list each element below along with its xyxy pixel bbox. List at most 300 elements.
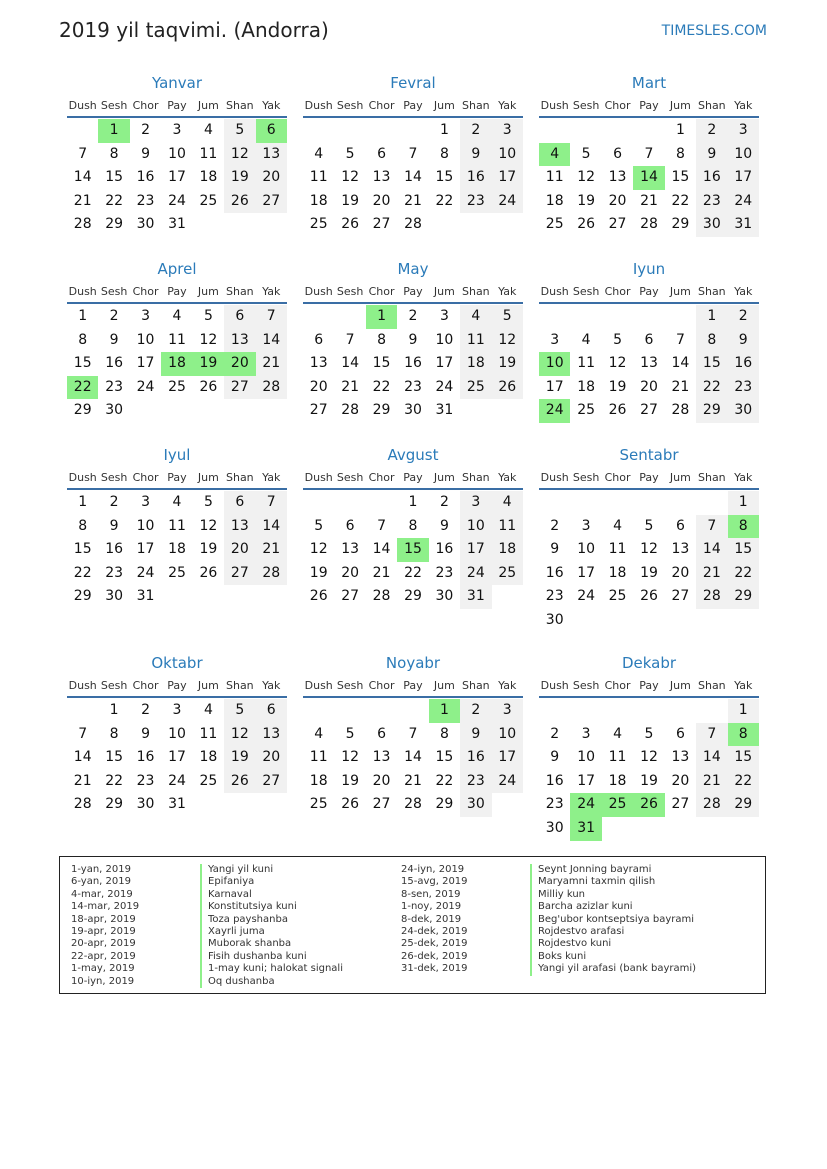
weekday-label: Dush xyxy=(540,98,569,112)
day-cell: 28 xyxy=(404,216,422,233)
day-cell: 1 xyxy=(109,702,119,718)
holiday-day-cell: 1 xyxy=(429,699,460,723)
day-cell: 30 xyxy=(460,793,491,817)
holiday-day-cell: 6 xyxy=(256,119,287,143)
weekday-label: Shan xyxy=(461,98,490,112)
day-grid xyxy=(67,119,287,237)
day-cell: 2 xyxy=(550,517,560,534)
holiday-day-cell: 1 xyxy=(98,119,129,143)
weekday-label: Yak xyxy=(498,98,517,112)
day-cell: 25 xyxy=(168,564,186,581)
weekday-label: Pay xyxy=(403,284,423,298)
day-cell: 27 xyxy=(372,216,391,233)
day-cell: 20 xyxy=(309,378,328,395)
day-cell: 19 xyxy=(341,772,360,789)
day-cell: 2 xyxy=(408,308,418,324)
day-cell: 28 xyxy=(256,562,287,586)
day-cell: 3 xyxy=(172,702,182,718)
legend-date: 26-dek, 2019 xyxy=(401,950,468,962)
day-cell: 21 xyxy=(404,772,422,789)
month-name: Noyabr xyxy=(385,654,441,672)
day-cell: 30 xyxy=(545,611,564,628)
day-cell: 14 xyxy=(73,169,92,186)
day-cell: 7 xyxy=(78,145,88,162)
holiday-day-cell: 31 xyxy=(570,817,601,841)
day-cell: 1 xyxy=(675,122,685,138)
day-cell: 13 xyxy=(224,515,255,539)
legend-date: 1-may, 2019 xyxy=(71,963,135,975)
day-cell: 30 xyxy=(696,213,727,237)
day-cell: 8 xyxy=(78,331,88,348)
weekday-label: Chor xyxy=(368,678,395,692)
weekday-label: Jum xyxy=(669,284,691,298)
weekday-header xyxy=(67,280,287,304)
day-grid xyxy=(67,305,287,423)
day-cell: 15 xyxy=(435,169,454,186)
day-cell: 24 xyxy=(728,190,759,214)
day-cell: 4 xyxy=(581,331,591,348)
day-cell: 14 xyxy=(256,329,287,353)
day-cell: 26 xyxy=(577,216,596,233)
day-cell: 23 xyxy=(136,772,155,789)
day-cell: 17 xyxy=(136,355,155,372)
weekday-label: Chor xyxy=(368,284,395,298)
day-cell: 26 xyxy=(341,796,360,813)
day-cell: 20 xyxy=(372,772,391,789)
empty-cell xyxy=(665,491,696,515)
day-cell: 5 xyxy=(345,725,355,742)
month-name: Aprel xyxy=(157,260,197,278)
day-cell: 6 xyxy=(224,305,255,329)
day-cell: 25 xyxy=(492,562,523,586)
month-sentabr xyxy=(539,444,759,633)
day-cell: 2 xyxy=(460,119,491,143)
day-cell: 11 xyxy=(545,169,564,186)
weekday-label: Pay xyxy=(167,98,187,112)
day-cell: 24 xyxy=(460,562,491,586)
month-name: Mart xyxy=(631,74,667,92)
weekday-label: Pay xyxy=(403,98,423,112)
weekday-label: Yak xyxy=(262,284,281,298)
day-cell: 28 xyxy=(372,588,391,605)
day-cell: 8 xyxy=(109,725,119,742)
day-cell: 19 xyxy=(224,746,255,770)
day-cell: 4 xyxy=(203,122,213,138)
day-cell: 25 xyxy=(199,192,218,209)
empty-cell xyxy=(67,119,98,143)
weekday-header xyxy=(303,280,523,304)
legend-right-dates xyxy=(401,864,468,976)
legend-holiday-name: Seynt Jonning bayrami xyxy=(538,864,652,875)
day-cell: 21 xyxy=(640,192,658,209)
weekday-label: Pay xyxy=(167,470,187,484)
legend-date: 14-mar, 2019 xyxy=(71,901,140,913)
weekday-label: Shan xyxy=(461,470,490,484)
day-cell: 7 xyxy=(377,517,387,534)
day-cell: 22 xyxy=(404,564,422,581)
weekday-label: Pay xyxy=(639,284,659,298)
weekday-label: Shan xyxy=(225,98,254,112)
day-cell: 15 xyxy=(696,352,727,376)
empty-cell xyxy=(665,305,696,329)
day-cell: 25 xyxy=(309,796,328,813)
weekday-label: Shan xyxy=(225,678,254,692)
day-cell: 16 xyxy=(136,169,155,186)
month-name: Fevral xyxy=(390,74,436,92)
legend-holiday-name: Milliy kun xyxy=(538,888,585,900)
holiday-day-cell: 18 xyxy=(161,352,192,376)
month-yanvar xyxy=(67,72,287,237)
weekday-label: Chor xyxy=(132,470,159,484)
day-cell: 31 xyxy=(168,216,186,233)
weekday-label: Yak xyxy=(734,678,753,692)
day-cell: 3 xyxy=(581,517,591,534)
day-cell: 23 xyxy=(136,192,155,209)
weekday-label: Shan xyxy=(697,98,726,112)
day-grid xyxy=(303,305,523,423)
day-cell: 20 xyxy=(608,192,627,209)
weekday-label: Dush xyxy=(304,678,333,692)
day-cell: 2 xyxy=(439,494,449,510)
day-cell: 21 xyxy=(73,192,92,209)
day-cell: 27 xyxy=(224,376,255,400)
day-cell: 31 xyxy=(168,796,186,813)
day-cell: 30 xyxy=(136,216,155,233)
day-cell: 16 xyxy=(460,746,491,770)
day-cell: 29 xyxy=(372,402,391,419)
empty-cell xyxy=(397,119,428,143)
day-cell: 22 xyxy=(728,562,759,586)
day-cell: 29 xyxy=(105,796,124,813)
weekday-label: Chor xyxy=(368,470,395,484)
day-cell: 16 xyxy=(545,772,564,789)
day-cell: 25 xyxy=(168,378,186,395)
day-cell: 26 xyxy=(608,402,627,419)
day-cell: 8 xyxy=(439,725,449,742)
weekday-label: Dush xyxy=(540,284,569,298)
day-cell: 13 xyxy=(372,169,391,186)
day-cell: 14 xyxy=(696,538,727,562)
day-cell: 14 xyxy=(696,746,727,770)
weekday-label: Jum xyxy=(197,678,219,692)
weekday-label: Shan xyxy=(697,678,726,692)
day-cell: 6 xyxy=(675,517,685,534)
weekday-label: Pay xyxy=(639,678,659,692)
weekday-label: Jum xyxy=(433,98,455,112)
day-cell: 29 xyxy=(404,588,422,605)
month-mart xyxy=(539,72,759,237)
day-cell: 12 xyxy=(224,723,255,747)
day-cell: 18 xyxy=(199,749,218,766)
day-cell: 17 xyxy=(435,355,454,372)
day-cell: 15 xyxy=(105,749,124,766)
day-grid xyxy=(67,491,287,609)
legend-date: 18-apr, 2019 xyxy=(71,913,136,925)
day-cell: 24 xyxy=(577,588,596,605)
day-cell: 22 xyxy=(73,564,92,581)
empty-cell xyxy=(334,305,365,329)
day-cell: 26 xyxy=(341,216,360,233)
day-cell: 10 xyxy=(577,749,596,766)
day-cell: 29 xyxy=(728,585,759,609)
day-cell: 12 xyxy=(492,329,523,353)
day-cell: 23 xyxy=(435,564,454,581)
weekday-label: Shan xyxy=(225,284,254,298)
weekday-label: Pay xyxy=(639,98,659,112)
day-cell: 3 xyxy=(492,119,523,143)
day-cell: 20 xyxy=(671,564,690,581)
day-cell: 25 xyxy=(608,588,627,605)
legend-holiday-name: Karnaval xyxy=(208,888,252,900)
day-cell: 2 xyxy=(728,305,759,329)
weekday-label: Pay xyxy=(403,678,423,692)
weekday-label: Yak xyxy=(262,98,281,112)
empty-cell xyxy=(303,699,334,723)
weekday-label: Shan xyxy=(461,284,490,298)
month-aprel xyxy=(67,258,287,423)
day-cell: 30 xyxy=(435,588,454,605)
day-cell: 10 xyxy=(577,541,596,558)
brand-link[interactable]: TIMESLES.COM xyxy=(661,23,767,39)
day-cell: 5 xyxy=(203,494,213,510)
day-cell: 23 xyxy=(728,376,759,400)
day-cell: 6 xyxy=(675,725,685,742)
empty-cell xyxy=(303,119,334,143)
day-cell: 13 xyxy=(256,723,287,747)
weekday-label: Sesh xyxy=(336,678,364,692)
day-cell: 2 xyxy=(550,725,560,742)
weekday-label: Dush xyxy=(68,470,97,484)
day-cell: 3 xyxy=(439,308,449,324)
empty-cell xyxy=(570,491,601,515)
day-cell: 10 xyxy=(136,517,155,534)
weekday-label: Pay xyxy=(639,470,659,484)
day-cell: 9 xyxy=(439,517,449,534)
day-grid xyxy=(303,699,523,817)
day-cell: 12 xyxy=(199,331,218,348)
legend-holiday-name: Boks kuni xyxy=(538,950,587,962)
legend-holiday-name: Rojdestvo kuni xyxy=(538,938,612,950)
legend-date: 24-dek, 2019 xyxy=(401,925,468,937)
day-cell: 13 xyxy=(256,143,287,167)
day-cell: 12 xyxy=(341,169,360,186)
day-cell: 9 xyxy=(141,145,151,162)
holiday-day-cell: 24 xyxy=(570,793,601,817)
month-name: Yanvar xyxy=(151,74,203,92)
month-fevral xyxy=(303,72,523,237)
month-dekabr xyxy=(539,652,759,841)
day-cell: 16 xyxy=(696,166,727,190)
weekday-header xyxy=(303,94,523,118)
day-cell: 19 xyxy=(492,352,523,376)
day-cell: 17 xyxy=(168,169,186,186)
legend-holiday-name: 1-may kuni; halokat signali xyxy=(208,963,343,975)
weekday-label: Yak xyxy=(498,678,517,692)
weekday-label: Dush xyxy=(540,678,569,692)
weekday-label: Dush xyxy=(304,284,333,298)
day-cell: 18 xyxy=(460,352,491,376)
day-cell: 11 xyxy=(199,725,218,742)
day-cell: 3 xyxy=(728,119,759,143)
day-cell: 27 xyxy=(256,190,287,214)
day-cell: 28 xyxy=(73,216,92,233)
day-cell: 15 xyxy=(435,749,454,766)
day-cell: 7 xyxy=(696,723,727,747)
legend-holiday-name: Yangi yil kuni xyxy=(208,864,274,875)
day-cell: 7 xyxy=(408,145,418,162)
holiday-day-cell: 10 xyxy=(539,352,570,376)
day-cell: 20 xyxy=(372,192,391,209)
day-cell: 16 xyxy=(105,355,124,372)
weekday-label: Dush xyxy=(68,98,97,112)
weekday-label: Shan xyxy=(697,284,726,298)
holiday-day-cell: 4 xyxy=(539,143,570,167)
day-cell: 3 xyxy=(550,331,560,348)
day-cell: 5 xyxy=(492,305,523,329)
day-cell: 18 xyxy=(309,772,328,789)
day-cell: 11 xyxy=(492,515,523,539)
weekday-label: Dush xyxy=(304,98,333,112)
day-cell: 17 xyxy=(492,746,523,770)
day-cell: 27 xyxy=(671,796,690,813)
day-grid xyxy=(303,119,523,237)
month-may xyxy=(303,258,523,423)
day-cell: 5 xyxy=(644,517,654,534)
day-cell: 29 xyxy=(73,402,92,419)
day-cell: 5 xyxy=(203,308,213,324)
empty-cell xyxy=(539,491,570,515)
day-cell: 13 xyxy=(671,749,690,766)
empty-cell xyxy=(539,305,570,329)
day-cell: 14 xyxy=(671,355,690,372)
day-cell: 29 xyxy=(105,216,124,233)
day-cell: 26 xyxy=(199,378,218,395)
day-cell: 5 xyxy=(581,145,591,162)
day-cell: 20 xyxy=(640,378,658,395)
empty-cell xyxy=(602,119,633,143)
weekday-label: Chor xyxy=(604,98,631,112)
day-cell: 10 xyxy=(168,725,186,742)
holiday-day-cell: 22 xyxy=(67,376,98,400)
weekday-label: Chor xyxy=(132,284,159,298)
day-cell: 13 xyxy=(224,329,255,353)
day-cell: 27 xyxy=(256,770,287,794)
day-cell: 29 xyxy=(728,793,759,817)
weekday-label: Yak xyxy=(498,284,517,298)
day-cell: 22 xyxy=(435,772,454,789)
day-cell: 20 xyxy=(224,538,255,562)
legend-holiday-name: Epifaniya xyxy=(208,876,255,888)
day-cell: 27 xyxy=(640,402,658,419)
day-cell: 18 xyxy=(168,541,186,558)
day-cell: 4 xyxy=(613,725,623,742)
day-grid xyxy=(303,491,523,609)
day-cell: 23 xyxy=(460,190,491,214)
day-cell: 13 xyxy=(640,355,658,372)
weekday-header xyxy=(539,280,759,304)
day-cell: 16 xyxy=(105,541,124,558)
legend-date: 1-noy, 2019 xyxy=(401,901,462,913)
weekday-label: Shan xyxy=(697,470,726,484)
weekday-header xyxy=(303,466,523,490)
day-cell: 22 xyxy=(671,192,690,209)
weekday-label: Jum xyxy=(669,470,691,484)
day-cell: 21 xyxy=(256,352,287,376)
holiday-day-cell: 20 xyxy=(224,352,255,376)
day-cell: 12 xyxy=(577,169,596,186)
day-cell: 15 xyxy=(671,169,690,186)
day-cell: 18 xyxy=(577,378,596,395)
legend-holiday-name: Yangi yil arafasi (bank bayrami) xyxy=(538,963,697,975)
legend-date: 4-mar, 2019 xyxy=(71,888,133,900)
empty-cell xyxy=(67,699,98,723)
day-cell: 31 xyxy=(460,585,491,609)
day-cell: 18 xyxy=(199,169,218,186)
day-cell: 19 xyxy=(640,564,658,581)
day-cell: 21 xyxy=(404,192,422,209)
day-cell: 28 xyxy=(341,402,360,419)
month-iyun xyxy=(539,258,759,423)
day-cell: 5 xyxy=(613,331,623,348)
day-cell: 2 xyxy=(141,702,151,718)
day-cell: 11 xyxy=(309,749,328,766)
day-cell: 27 xyxy=(671,588,690,605)
day-cell: 2 xyxy=(460,699,491,723)
day-cell: 11 xyxy=(608,541,627,558)
weekday-label: Sesh xyxy=(100,678,128,692)
legend-left-names xyxy=(208,864,343,988)
month-noyabr xyxy=(303,652,523,817)
day-cell: 7 xyxy=(256,491,287,515)
day-cell: 25 xyxy=(577,402,596,419)
empty-cell xyxy=(633,305,664,329)
weekday-label: Yak xyxy=(262,470,281,484)
day-cell: 5 xyxy=(314,517,324,534)
day-cell: 28 xyxy=(73,796,92,813)
weekday-label: Jum xyxy=(197,98,219,112)
day-cell: 5 xyxy=(345,145,355,162)
day-cell: 13 xyxy=(309,355,328,372)
day-cell: 30 xyxy=(136,796,155,813)
day-cell: 21 xyxy=(671,378,690,395)
day-grid xyxy=(67,699,287,817)
day-cell: 27 xyxy=(372,796,391,813)
weekday-label: Shan xyxy=(461,678,490,692)
day-cell: 29 xyxy=(671,216,690,233)
day-cell: 16 xyxy=(728,352,759,376)
weekday-header xyxy=(539,674,759,698)
day-cell: 14 xyxy=(404,169,422,186)
legend-right-names xyxy=(538,864,696,976)
day-grid xyxy=(539,491,759,633)
weekday-label: Yak xyxy=(498,470,517,484)
day-cell: 6 xyxy=(613,145,623,162)
day-cell: 21 xyxy=(372,564,391,581)
day-cell: 1 xyxy=(728,699,759,723)
day-cell: 14 xyxy=(341,355,360,372)
day-cell: 1 xyxy=(696,305,727,329)
day-cell: 13 xyxy=(671,541,690,558)
day-cell: 27 xyxy=(309,402,328,419)
day-cell: 10 xyxy=(460,515,491,539)
weekday-label: Sesh xyxy=(100,470,128,484)
day-cell: 13 xyxy=(341,541,360,558)
day-cell: 26 xyxy=(199,564,218,581)
day-cell: 12 xyxy=(640,541,658,558)
weekday-header xyxy=(539,94,759,118)
day-cell: 11 xyxy=(577,355,596,372)
empty-cell xyxy=(539,119,570,143)
